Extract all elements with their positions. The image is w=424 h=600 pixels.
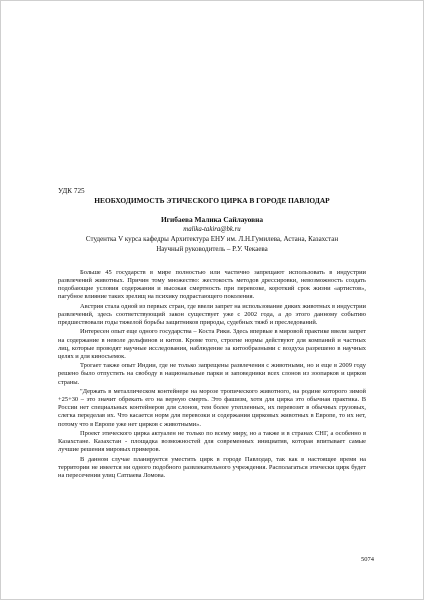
- body-paragraph: Больше 45 государств в мире полностью или частично запрещают использовать в индустрии развлечений животных. Причин тому множество: жестокость методов дрессировки, невозможность создать подобающие условия содержания и высокая смертность при перевозке, короткий срок жизни «артистов», пагубное влияние таких зрелищ на психику подрастающего поколения.: [58, 269, 366, 301]
- author-email: malika-takira@bk.ru: [183, 226, 241, 233]
- article-title: НЕОБХОДИМОСТЬ ЭТИЧЕСКОГО ЦИРКА В ГОРОДЕ ПАВЛОДАР: [94, 196, 330, 205]
- scientific-supervisor: Научный руководитель – Р.У. Чекаева: [156, 245, 268, 253]
- author-affiliation: Студентка V курса кафедры Архитектура ЕНУ им. Л.Н.Гумилева, Астана, Казахстан: [85, 235, 339, 243]
- body-paragraph: В данном случае планируется уместить цирк в городе Павлодар, так как в настоящее время на территории не имеется ни одного подобного развлекательного учреждения. Располагаться этически цирк будет на пересечении улиц Сатпаева Ломова.: [58, 455, 366, 479]
- body-paragraph: Проект этического цирка актуален не только по всему миру, но а также и в странах СНГ, а особенно в Казахстане. Казахстан - площадка возможностей для современных инициатив, которая впитывает самые лучшие решения мировых примеров.: [58, 429, 366, 454]
- body-paragraph: "Держать в металлическом контейнере на морозе тропического животного, на родине которого зимой +25+30 – это значит обрекать его на верную смерть. Это фашизм, хотя для цирка это обычная практика. В России нет специальных контейнеров для слонов, тем более утепленных, их перевозят в обычных грузовых, слегка переделав их. Что касается норм для перевозки и содержания цирковых животных в Европе, то их нет, потому что в Европе уже нет цирков с животными».: [58, 387, 366, 428]
- body-paragraph: Австрия стала одной из первых стран, где ввели запрет на использование диких животных в индустрии развлечений, здесь соответствующий закон существует уже с 2002 года, а до этого данному событию предшествовали годы тяжелой борьбы защитников природы, судебных тяжб и преследований.: [58, 302, 366, 327]
- article-body: [58, 269, 366, 481]
- body-paragraph: Интересен опыт еще одного государства – Коста Рики. Здесь впервые в мировой практике ввели запрет на содержание в неволе дельфинов и китов. Кроме того, строгие нормы действуют для компаний и частных лиц, которые проводят научные исследования, наблюдение за китообразными с воздуха разрешено в научных целях и для киносъемок.: [58, 328, 366, 360]
- page-number: 5074: [361, 556, 374, 563]
- udk-code: УДК 725: [58, 187, 85, 195]
- author-name: Игибаева Малика Сайлауовна: [160, 215, 264, 224]
- body-paragraph: Трогает также опыт Индии, где не только запрещены развлечения с животными, но и еще в 2009 году решено было отпустить на свободу в национальные парки и заповедники всех слонов из зоопарков и цирков страны.: [58, 362, 366, 386]
